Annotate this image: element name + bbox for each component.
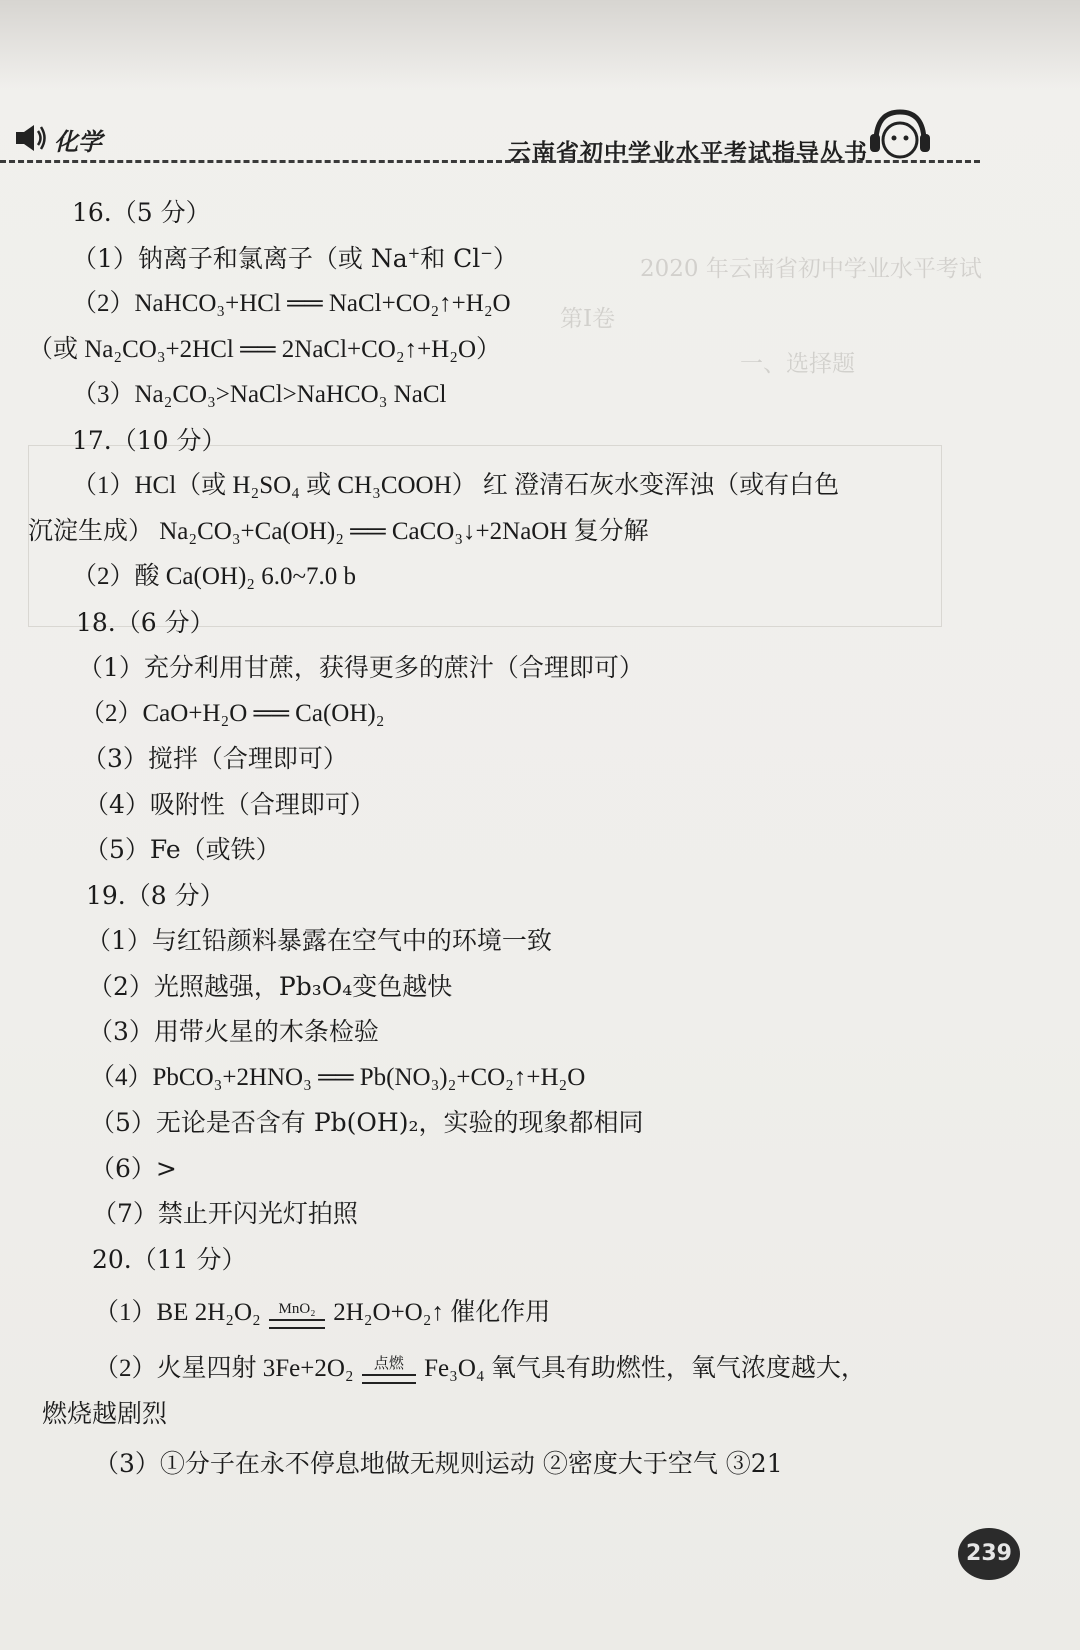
q16-part1-text-a: （1）钠离子和氯离子（或 Na [72, 243, 408, 273]
ignite-label: 点燃 [373, 1356, 404, 1373]
q18-part5: （5）Fe（或铁） [84, 835, 281, 864]
q19-part1: （1）与红铅颜料暴露在空气中的环境一致 [86, 926, 552, 955]
q18-part2: （2）CaO+H₂O ══ Ca(OH)₂ [80, 699, 385, 727]
q17-part2: （2）酸 Ca(OH)₂ 6.0~7.0 b [72, 563, 357, 590]
q20-part1-text-a: （1）BE 2H₂O₂ [94, 1299, 261, 1326]
subject-label: 化学 [54, 128, 102, 156]
answer-content [28, 190, 958, 1486]
running-header [0, 108, 980, 164]
q16-part1-text-b: 和 Cl [420, 243, 481, 273]
q20-part1-text-b: 2H₂O+O₂↑ 催化作用 [333, 1299, 551, 1326]
q19-part6: （6）> [90, 1153, 177, 1183]
speaker-icon [14, 122, 48, 154]
headphone-mascot-icon [868, 108, 932, 166]
q19-part2: （2）光照越强，Pb₃O₄变色越快 [88, 971, 453, 1001]
q17-part1-cont: 沉淀生成） Na₂CO₃+Ca(OH)₂ ══ CaCO₃↓+2NaOH 复分解 [28, 517, 649, 545]
q20-part3: （3）①分子在永不停息地做无规则运动 ②密度大于空气 ③21 [94, 1448, 783, 1478]
q20-part1 [28, 1290, 958, 1336]
q20-part2-cont: 燃烧越剧烈 [42, 1399, 168, 1428]
q18-title: 18.（6 分） [76, 607, 215, 637]
reaction-arrow-catalyst [269, 1300, 325, 1329]
show-through-text: 第Ⅰ卷 [560, 306, 616, 332]
q19-title: 19.（8 分） [86, 880, 225, 910]
q20-title: 20.（11 分） [92, 1244, 247, 1274]
series-title: 云南省初中学业水平考试指导丛书 [508, 140, 868, 166]
equals-bars [269, 1319, 325, 1329]
show-through-text: 2020 年云南省初中学业水平考试 [640, 256, 982, 282]
q20-part2 [28, 1346, 958, 1392]
q16-part1-text-c: ） [492, 243, 518, 273]
catalyst-label: MnO₂ [278, 1300, 316, 1317]
q19-part3: （3）用带火星的木条检验 [88, 1017, 379, 1046]
q17-title: 17.（10 分） [72, 425, 227, 455]
header-rule [0, 160, 980, 163]
q19-part7: （7）禁止开闪光灯拍照 [92, 1199, 358, 1228]
q16-part1-sup-b: − [480, 243, 493, 262]
equals-bars [362, 1374, 416, 1384]
q16-part1 [28, 236, 958, 282]
page-number: 239 [958, 1528, 1020, 1580]
q16-part1-sup-a: + [407, 243, 421, 262]
q18-part4: （4）吸附性（合理即可） [84, 789, 375, 819]
q16-part2: （2）NaHCO₃+HCl ══ NaCl+CO₂↑+H₂O [72, 290, 511, 317]
q16-title: 16.（5 分） [72, 198, 211, 227]
show-through-text: 一、选择题 [740, 351, 855, 377]
q17-part1: （1）HCl（或 H₂SO₄ 或 CH₃COOH） 红 澄清石灰水变浑浊（或有白色 [72, 472, 840, 499]
q20-part2-text-a: （2）火星四射 3Fe+2O₂ [94, 1354, 354, 1382]
q16-part3: （3）Na₂CO₃>NaCl>NaHCO₃ NaCl [72, 381, 447, 408]
q18-part1: （1）充分利用甘蔗，获得更多的蔗汁（合理即可） [78, 653, 644, 682]
q16-part2-alt: （或 Na₂CO₃+2HCl ══ 2NaCl+CO₂↑+H₂O） [28, 335, 501, 363]
reaction-arrow-ignite [362, 1355, 416, 1384]
q20-part2-text-b: Fe₃O₄ 氧气具有助燃性，氧气浓度越大， [424, 1354, 866, 1382]
q18-part3: （3）搅拌（合理即可） [82, 744, 348, 773]
q19-part5: （5）无论是否含有 Pb(OH)₂，实验的现象都相同 [90, 1108, 644, 1137]
page-shadow [0, 0, 1080, 90]
q19-part4: （4）PbCO₃+2HNO₃ ══ Pb(NO₃)₂+CO₂↑+H₂O [90, 1063, 586, 1091]
